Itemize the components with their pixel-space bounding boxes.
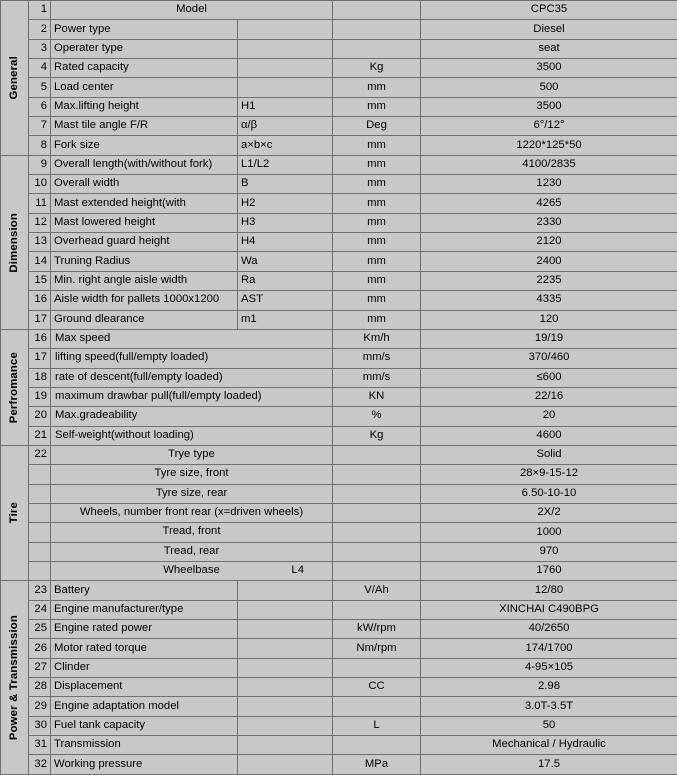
row-number: 28	[29, 678, 51, 697]
row-description: Load center	[51, 78, 238, 97]
row-description-text: Wheelbase	[51, 565, 332, 577]
row-value: 17.5	[421, 755, 677, 774]
row-value: 3500	[421, 59, 677, 78]
table-row	[1, 620, 677, 639]
row-unit: kW/rpm	[333, 620, 421, 639]
row-number: 15	[29, 271, 51, 290]
row-unit: Kg	[333, 426, 421, 445]
row-description-text: Tyre size, front	[51, 468, 332, 480]
table-row	[1, 445, 677, 464]
row-description: Truning Radius	[51, 252, 238, 271]
row-number	[29, 465, 51, 484]
row-description: Engine manufacturer/type	[51, 600, 238, 619]
row-number: 17	[29, 310, 51, 329]
table-row	[1, 387, 677, 406]
row-unit	[333, 20, 421, 39]
table-row	[1, 291, 677, 310]
row-unit: Nm/rpm	[333, 639, 421, 658]
table-row	[1, 136, 677, 155]
row-symbol	[238, 755, 333, 774]
row-unit	[333, 1, 421, 20]
row-unit	[333, 600, 421, 619]
row-unit	[333, 445, 421, 464]
row-unit: mm/s	[333, 368, 421, 387]
table-row	[1, 117, 677, 136]
row-unit: mm	[333, 213, 421, 232]
row-symbol	[238, 736, 333, 755]
row-number	[29, 523, 51, 542]
row-number: 1	[29, 1, 51, 20]
table-row	[1, 349, 677, 368]
row-unit: mm	[333, 271, 421, 290]
row-unit: Kg	[333, 59, 421, 78]
row-description	[51, 445, 333, 464]
row-description-text: Self-weight(without loading)	[55, 430, 194, 442]
row-symbol: L4	[291, 565, 304, 577]
row-description	[51, 503, 333, 522]
row-unit: CC	[333, 678, 421, 697]
row-unit: mm	[333, 233, 421, 252]
row-description	[51, 426, 333, 445]
row-value: 174/1700	[421, 639, 677, 658]
row-symbol: L1/L2	[238, 155, 333, 174]
row-description	[51, 387, 333, 406]
row-number: 3	[29, 39, 51, 58]
row-number: 29	[29, 697, 51, 716]
row-description-text: Wheels, number front rear (x=driven wheels)	[51, 507, 332, 519]
row-number: 17	[29, 349, 51, 368]
row-unit: mm	[333, 252, 421, 271]
row-number: 11	[29, 194, 51, 213]
row-description	[51, 484, 333, 503]
row-number: 9	[29, 155, 51, 174]
row-description	[51, 1, 333, 20]
row-symbol: Wa	[238, 252, 333, 271]
row-description: Clinder	[51, 658, 238, 677]
row-unit: mm	[333, 155, 421, 174]
table-row	[1, 310, 677, 329]
row-number: 26	[29, 639, 51, 658]
table-row	[1, 426, 677, 445]
row-symbol: H2	[238, 194, 333, 213]
row-number: 24	[29, 600, 51, 619]
row-description	[51, 329, 333, 348]
row-value: 2.98	[421, 678, 677, 697]
table-row	[1, 561, 677, 580]
table-row	[1, 697, 677, 716]
section-label-text: Perfromance	[9, 352, 21, 423]
table-row	[1, 503, 677, 522]
row-value: Diesel	[421, 20, 677, 39]
row-unit: V/Ah	[333, 581, 421, 600]
row-description: Engine rated power	[51, 620, 238, 639]
row-symbol	[238, 39, 333, 58]
row-value: 12/80	[421, 581, 677, 600]
row-value: 2330	[421, 213, 677, 232]
row-symbol: a×b×c	[238, 136, 333, 155]
row-number	[29, 542, 51, 561]
row-symbol: B	[238, 175, 333, 194]
table-row	[1, 175, 677, 194]
row-description: Displacement	[51, 678, 238, 697]
row-number: 18	[29, 368, 51, 387]
row-number	[29, 484, 51, 503]
row-value: 3500	[421, 97, 677, 116]
table-row	[1, 271, 677, 290]
row-value: 20	[421, 407, 677, 426]
row-value: 4600	[421, 426, 677, 445]
row-description: Ground dlearance	[51, 310, 238, 329]
table-row	[1, 678, 677, 697]
row-symbol	[238, 59, 333, 78]
row-description	[51, 542, 333, 561]
row-value: ≤600	[421, 368, 677, 387]
row-number: 19	[29, 387, 51, 406]
row-value: XINCHAI C490BPG	[421, 600, 677, 619]
row-symbol	[238, 716, 333, 735]
table-row	[1, 755, 677, 774]
row-symbol	[238, 600, 333, 619]
row-number	[29, 503, 51, 522]
table-row	[1, 465, 677, 484]
row-description: Power type	[51, 20, 238, 39]
row-symbol	[238, 620, 333, 639]
row-unit	[333, 484, 421, 503]
row-value: 6.50-10-10	[421, 484, 677, 503]
row-unit: mm	[333, 97, 421, 116]
row-value: 4100/2835	[421, 155, 677, 174]
table-row	[1, 252, 677, 271]
table-row	[1, 581, 677, 600]
row-value: Mechanical / Hydraulic	[421, 736, 677, 755]
row-number: 13	[29, 233, 51, 252]
row-unit	[333, 561, 421, 580]
row-symbol: H1	[238, 97, 333, 116]
row-number: 6	[29, 97, 51, 116]
row-number: 21	[29, 426, 51, 445]
row-symbol	[238, 20, 333, 39]
table-row	[1, 1, 677, 20]
row-number: 22	[29, 445, 51, 464]
section-label-text: Tire	[9, 502, 21, 523]
row-value: CPC35	[421, 1, 677, 20]
section-label-tire	[1, 445, 29, 580]
row-description: Overall length(with/without fork)	[51, 155, 238, 174]
row-value: 1230	[421, 175, 677, 194]
row-number: 4	[29, 59, 51, 78]
row-description: Motor rated torque	[51, 639, 238, 658]
row-description: Mast tile angle F/R	[51, 117, 238, 136]
row-description: Engine adaptation model	[51, 697, 238, 716]
row-description: Max.lifting height	[51, 97, 238, 116]
row-value: seat	[421, 39, 677, 58]
section-label-perfromance	[1, 329, 29, 445]
row-value: 2235	[421, 271, 677, 290]
row-value: 370/460	[421, 349, 677, 368]
row-description: Rated capacity	[51, 59, 238, 78]
row-description	[51, 561, 333, 580]
row-description-text: Tread, front	[51, 527, 332, 539]
table-row	[1, 368, 677, 387]
row-value: 2120	[421, 233, 677, 252]
table-row	[1, 716, 677, 735]
row-unit	[333, 542, 421, 561]
row-number: 16	[29, 291, 51, 310]
row-number: 27	[29, 658, 51, 677]
row-description: Transmission	[51, 736, 238, 755]
row-number: 30	[29, 716, 51, 735]
section-label-dimension	[1, 155, 29, 329]
row-value: 120	[421, 310, 677, 329]
row-value: 40/2650	[421, 620, 677, 639]
row-unit: KN	[333, 387, 421, 406]
table-row	[1, 407, 677, 426]
row-description-text: Max.gradeability	[55, 410, 137, 422]
row-value: 2400	[421, 252, 677, 271]
row-number: 25	[29, 620, 51, 639]
row-value: 4265	[421, 194, 677, 213]
row-description-text: lifting speed(full/empty loaded)	[55, 352, 208, 364]
row-description: Fork size	[51, 136, 238, 155]
row-description	[51, 407, 333, 426]
row-number: 8	[29, 136, 51, 155]
row-description: Overall width	[51, 175, 238, 194]
section-label-text: General	[9, 56, 21, 99]
row-symbol: AST	[238, 291, 333, 310]
table-row	[1, 658, 677, 677]
row-symbol	[238, 581, 333, 600]
row-value: 22/16	[421, 387, 677, 406]
row-description	[51, 465, 333, 484]
row-value: 19/19	[421, 329, 677, 348]
row-description	[51, 349, 333, 368]
row-value: 3.0T-3.5T	[421, 697, 677, 716]
table-row	[1, 39, 677, 58]
row-number: 16	[29, 329, 51, 348]
row-unit: %	[333, 407, 421, 426]
row-symbol: H4	[238, 233, 333, 252]
row-number: 32	[29, 755, 51, 774]
row-description: Min. right angle aisle width	[51, 271, 238, 290]
row-value: 28×9-15-12	[421, 465, 677, 484]
row-unit: mm/s	[333, 349, 421, 368]
table-row	[1, 233, 677, 252]
row-description: Aisle width for pallets 1000x1200	[51, 291, 238, 310]
row-description-text: rate of descent(full/empty loaded)	[55, 372, 223, 384]
section-label-general	[1, 1, 29, 156]
table-row	[1, 97, 677, 116]
row-symbol: m1	[238, 310, 333, 329]
row-description-text: Tread, rear	[51, 546, 332, 558]
row-description-text: maximum drawbar pull(full/empty loaded)	[55, 391, 262, 403]
row-unit: mm	[333, 175, 421, 194]
row-description: Fuel tank capacity	[51, 716, 238, 735]
row-symbol	[238, 78, 333, 97]
row-unit	[333, 697, 421, 716]
table-row	[1, 523, 677, 542]
table-row	[1, 639, 677, 658]
row-number: 7	[29, 117, 51, 136]
row-symbol: H3	[238, 213, 333, 232]
row-unit: Km/h	[333, 329, 421, 348]
row-symbol	[238, 639, 333, 658]
row-unit: Deg	[333, 117, 421, 136]
row-symbol	[238, 658, 333, 677]
row-value: Solid	[421, 445, 677, 464]
row-description-text: Max speed	[55, 333, 110, 345]
row-unit: mm	[333, 78, 421, 97]
section-label-text: Dimension	[9, 213, 21, 273]
row-number: 2	[29, 20, 51, 39]
row-unit	[333, 503, 421, 522]
table-row	[1, 194, 677, 213]
row-description: Mast lowered height	[51, 213, 238, 232]
table-row	[1, 59, 677, 78]
row-description-text: Tyre size, rear	[51, 488, 332, 500]
row-value: 4335	[421, 291, 677, 310]
row-unit: mm	[333, 136, 421, 155]
section-label-text: Power & Transmission	[9, 615, 21, 740]
table-row	[1, 155, 677, 174]
row-value: 1000	[421, 523, 677, 542]
row-description: Mast extended height(with	[51, 194, 238, 213]
row-value: 500	[421, 78, 677, 97]
row-unit	[333, 523, 421, 542]
table-row	[1, 736, 677, 755]
table-row	[1, 542, 677, 561]
row-value: 1760	[421, 561, 677, 580]
row-number: 20	[29, 407, 51, 426]
row-unit: L	[333, 716, 421, 735]
row-symbol: α/β	[238, 117, 333, 136]
row-value: 6°/12°	[421, 117, 677, 136]
row-number: 10	[29, 175, 51, 194]
row-number: 5	[29, 78, 51, 97]
section-label-power-transmission	[1, 581, 29, 774]
row-unit	[333, 39, 421, 58]
table-row	[1, 329, 677, 348]
row-description-text: Trye type	[51, 449, 332, 461]
row-unit: MPa	[333, 755, 421, 774]
row-value: 50	[421, 716, 677, 735]
row-number: 14	[29, 252, 51, 271]
table-row	[1, 213, 677, 232]
row-unit: mm	[333, 291, 421, 310]
row-value: 2X/2	[421, 503, 677, 522]
row-value: 4-95×105	[421, 658, 677, 677]
row-unit: mm	[333, 194, 421, 213]
row-unit: mm	[333, 310, 421, 329]
row-description: Working pressure	[51, 755, 238, 774]
row-value: 1220*125*50	[421, 136, 677, 155]
row-description: Operater type	[51, 39, 238, 58]
row-symbol	[238, 678, 333, 697]
row-description	[51, 368, 333, 387]
table-row	[1, 600, 677, 619]
row-unit	[333, 658, 421, 677]
row-number: 23	[29, 581, 51, 600]
row-description: Battery	[51, 581, 238, 600]
row-unit	[333, 736, 421, 755]
row-number	[29, 561, 51, 580]
row-description	[51, 523, 333, 542]
table-row	[1, 20, 677, 39]
row-description-text: Model	[51, 4, 332, 16]
table-row	[1, 78, 677, 97]
table-row	[1, 484, 677, 503]
row-value: 970	[421, 542, 677, 561]
row-symbol	[238, 697, 333, 716]
row-unit	[333, 465, 421, 484]
row-description: Overhead guard height	[51, 233, 238, 252]
row-symbol: Ra	[238, 271, 333, 290]
row-number: 12	[29, 213, 51, 232]
row-number: 31	[29, 736, 51, 755]
